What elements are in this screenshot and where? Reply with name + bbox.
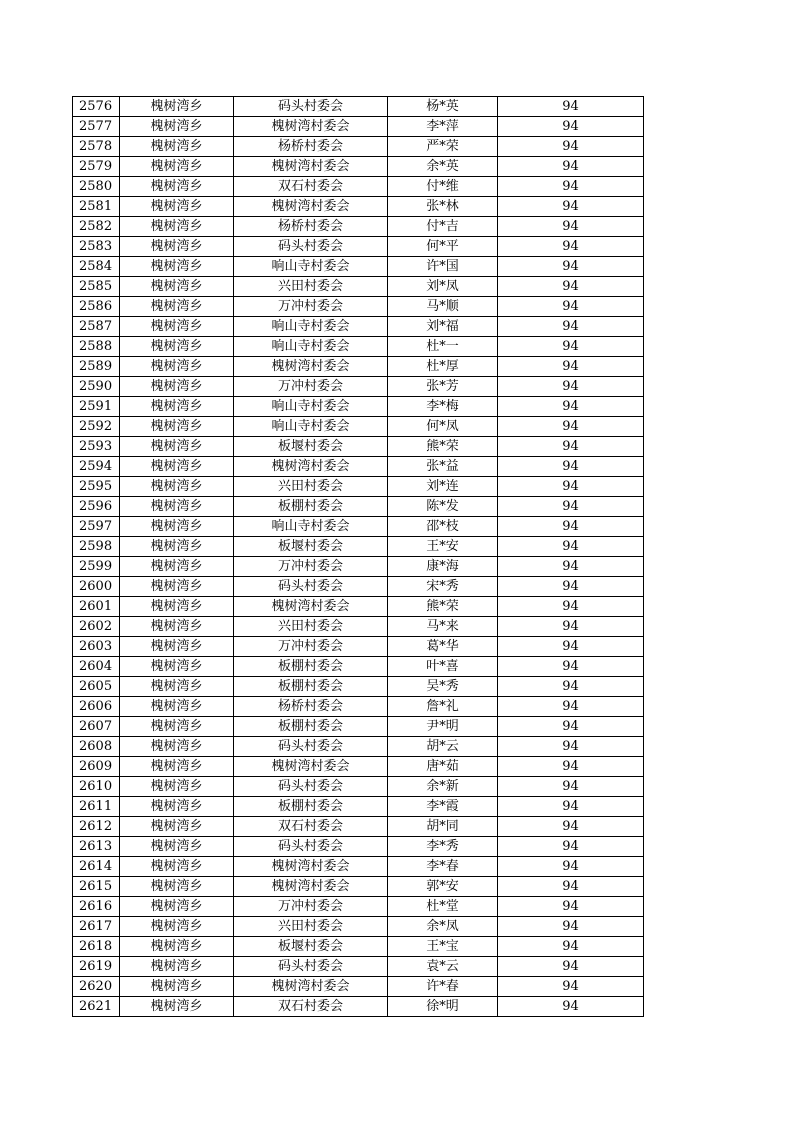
township-cell: 槐树湾乡 — [120, 337, 234, 357]
township-cell: 槐树湾乡 — [120, 797, 234, 817]
person-name-cell: 李*春 — [388, 857, 498, 877]
row-number: 2605 — [73, 677, 120, 697]
row-number: 2602 — [73, 617, 120, 637]
row-number: 2579 — [73, 157, 120, 177]
township-cell: 槐树湾乡 — [120, 477, 234, 497]
value-cell: 94 — [498, 897, 644, 917]
township-cell: 槐树湾乡 — [120, 277, 234, 297]
table-row — [73, 877, 644, 897]
township-cell: 槐树湾乡 — [120, 997, 234, 1017]
row-number: 2610 — [73, 777, 120, 797]
person-name-cell: 张*芳 — [388, 377, 498, 397]
value-cell: 94 — [498, 297, 644, 317]
person-name-cell: 严*荣 — [388, 137, 498, 157]
table-row — [73, 757, 644, 777]
village-committee-cell: 板堰村委会 — [234, 537, 388, 557]
township-cell: 槐树湾乡 — [120, 457, 234, 477]
person-name-cell: 余*新 — [388, 777, 498, 797]
township-cell: 槐树湾乡 — [120, 917, 234, 937]
value-cell: 94 — [498, 337, 644, 357]
value-cell: 94 — [498, 257, 644, 277]
person-name-cell: 杜*堂 — [388, 897, 498, 917]
value-cell: 94 — [498, 957, 644, 977]
township-cell: 槐树湾乡 — [120, 217, 234, 237]
row-number: 2586 — [73, 297, 120, 317]
person-name-cell: 熊*荣 — [388, 437, 498, 457]
table-row — [73, 577, 644, 597]
person-name-cell: 胡*云 — [388, 737, 498, 757]
person-name-cell: 余*英 — [388, 157, 498, 177]
table-row — [73, 277, 644, 297]
village-committee-cell: 板棚村委会 — [234, 717, 388, 737]
value-cell: 94 — [498, 997, 644, 1017]
village-committee-cell: 槐树湾村委会 — [234, 757, 388, 777]
person-name-cell: 宋*秀 — [388, 577, 498, 597]
village-committee-cell: 码头村委会 — [234, 97, 388, 117]
value-cell: 94 — [498, 437, 644, 457]
village-committee-cell: 槐树湾村委会 — [234, 597, 388, 617]
person-name-cell: 张*林 — [388, 197, 498, 217]
person-name-cell: 陈*发 — [388, 497, 498, 517]
person-name-cell: 唐*茹 — [388, 757, 498, 777]
table-row — [73, 117, 644, 137]
row-number: 2612 — [73, 817, 120, 837]
table-row — [73, 777, 644, 797]
person-name-cell: 邵*枝 — [388, 517, 498, 537]
table-row — [73, 697, 644, 717]
person-name-cell: 王*安 — [388, 537, 498, 557]
table-row — [73, 377, 644, 397]
value-cell: 94 — [498, 697, 644, 717]
table-row — [73, 857, 644, 877]
village-committee-cell: 杨桥村委会 — [234, 217, 388, 237]
row-number: 2600 — [73, 577, 120, 597]
person-name-cell: 张*益 — [388, 457, 498, 477]
village-committee-cell: 码头村委会 — [234, 957, 388, 977]
value-cell: 94 — [498, 197, 644, 217]
row-number: 2621 — [73, 997, 120, 1017]
person-name-cell: 郭*安 — [388, 877, 498, 897]
value-cell: 94 — [498, 517, 644, 537]
table-row — [73, 597, 644, 617]
village-committee-cell: 双石村委会 — [234, 997, 388, 1017]
table-row — [73, 357, 644, 377]
row-number: 2617 — [73, 917, 120, 937]
row-number: 2601 — [73, 597, 120, 617]
person-name-cell: 叶*喜 — [388, 657, 498, 677]
person-name-cell: 李*梅 — [388, 397, 498, 417]
row-number: 2591 — [73, 397, 120, 417]
person-name-cell: 何*平 — [388, 237, 498, 257]
township-cell: 槐树湾乡 — [120, 857, 234, 877]
village-committee-cell: 万冲村委会 — [234, 557, 388, 577]
village-committee-cell: 板堰村委会 — [234, 937, 388, 957]
township-cell: 槐树湾乡 — [120, 317, 234, 337]
township-cell: 槐树湾乡 — [120, 117, 234, 137]
village-committee-cell: 码头村委会 — [234, 737, 388, 757]
village-committee-cell: 杨桥村委会 — [234, 697, 388, 717]
row-number: 2604 — [73, 657, 120, 677]
village-committee-cell: 槐树湾村委会 — [234, 877, 388, 897]
township-cell: 槐树湾乡 — [120, 837, 234, 857]
person-name-cell: 付*吉 — [388, 217, 498, 237]
value-cell: 94 — [498, 817, 644, 837]
village-committee-cell: 响山寺村委会 — [234, 337, 388, 357]
value-cell: 94 — [498, 217, 644, 237]
township-cell: 槐树湾乡 — [120, 637, 234, 657]
person-name-cell: 胡*同 — [388, 817, 498, 837]
person-name-cell: 许*春 — [388, 977, 498, 997]
table-row — [73, 937, 644, 957]
value-cell: 94 — [498, 137, 644, 157]
row-number: 2582 — [73, 217, 120, 237]
row-number: 2619 — [73, 957, 120, 977]
row-number: 2613 — [73, 837, 120, 857]
table-row — [73, 537, 644, 557]
row-number: 2580 — [73, 177, 120, 197]
village-committee-cell: 槐树湾村委会 — [234, 117, 388, 137]
village-committee-cell: 板堰村委会 — [234, 437, 388, 457]
row-number: 2615 — [73, 877, 120, 897]
value-cell: 94 — [498, 357, 644, 377]
table-row — [73, 817, 644, 837]
row-number: 2606 — [73, 697, 120, 717]
township-cell: 槐树湾乡 — [120, 897, 234, 917]
table-row — [73, 997, 644, 1017]
person-name-cell: 葛*华 — [388, 637, 498, 657]
township-cell: 槐树湾乡 — [120, 497, 234, 517]
table-row — [73, 217, 644, 237]
value-cell: 94 — [498, 637, 644, 657]
village-committee-cell: 万冲村委会 — [234, 377, 388, 397]
person-name-cell: 杜*一 — [388, 337, 498, 357]
person-name-cell: 杜*厚 — [388, 357, 498, 377]
row-number: 2593 — [73, 437, 120, 457]
value-cell: 94 — [498, 157, 644, 177]
person-name-cell: 马*顺 — [388, 297, 498, 317]
row-number: 2596 — [73, 497, 120, 517]
township-cell: 槐树湾乡 — [120, 937, 234, 957]
row-number: 2578 — [73, 137, 120, 157]
table-row — [73, 397, 644, 417]
row-number: 2583 — [73, 237, 120, 257]
person-name-cell: 康*海 — [388, 557, 498, 577]
row-number: 2611 — [73, 797, 120, 817]
table-row — [73, 197, 644, 217]
village-committee-cell: 响山寺村委会 — [234, 317, 388, 337]
table-row — [73, 237, 644, 257]
roster-table — [72, 96, 644, 1017]
person-name-cell: 杨*英 — [388, 97, 498, 117]
value-cell: 94 — [498, 777, 644, 797]
table-row — [73, 617, 644, 637]
row-number: 2620 — [73, 977, 120, 997]
row-number: 2588 — [73, 337, 120, 357]
township-cell: 槐树湾乡 — [120, 577, 234, 597]
township-cell: 槐树湾乡 — [120, 877, 234, 897]
row-number: 2585 — [73, 277, 120, 297]
village-committee-cell: 槐树湾村委会 — [234, 157, 388, 177]
township-cell: 槐树湾乡 — [120, 517, 234, 537]
person-name-cell: 马*来 — [388, 617, 498, 637]
roster-body — [73, 97, 644, 1017]
table-row — [73, 177, 644, 197]
person-name-cell: 李*霞 — [388, 797, 498, 817]
row-number: 2577 — [73, 117, 120, 137]
table-row — [73, 557, 644, 577]
table-row — [73, 677, 644, 697]
value-cell: 94 — [498, 977, 644, 997]
row-number: 2584 — [73, 257, 120, 277]
row-number: 2592 — [73, 417, 120, 437]
person-name-cell: 詹*礼 — [388, 697, 498, 717]
township-cell: 槐树湾乡 — [120, 137, 234, 157]
township-cell: 槐树湾乡 — [120, 717, 234, 737]
township-cell: 槐树湾乡 — [120, 597, 234, 617]
value-cell: 94 — [498, 417, 644, 437]
village-committee-cell: 双石村委会 — [234, 817, 388, 837]
village-committee-cell: 兴田村委会 — [234, 917, 388, 937]
value-cell: 94 — [498, 477, 644, 497]
village-committee-cell: 响山寺村委会 — [234, 397, 388, 417]
value-cell: 94 — [498, 537, 644, 557]
village-committee-cell: 码头村委会 — [234, 577, 388, 597]
value-cell: 94 — [498, 757, 644, 777]
village-committee-cell: 万冲村委会 — [234, 897, 388, 917]
value-cell: 94 — [498, 397, 644, 417]
value-cell: 94 — [498, 117, 644, 137]
village-committee-cell: 响山寺村委会 — [234, 417, 388, 437]
village-committee-cell: 槐树湾村委会 — [234, 857, 388, 877]
person-name-cell: 刘*连 — [388, 477, 498, 497]
table-row — [73, 457, 644, 477]
value-cell: 94 — [498, 937, 644, 957]
row-number: 2607 — [73, 717, 120, 737]
table-row — [73, 477, 644, 497]
township-cell: 槐树湾乡 — [120, 677, 234, 697]
table-row — [73, 897, 644, 917]
table-row — [73, 957, 644, 977]
village-committee-cell: 杨桥村委会 — [234, 137, 388, 157]
village-committee-cell: 兴田村委会 — [234, 277, 388, 297]
value-cell: 94 — [498, 317, 644, 337]
village-committee-cell: 万冲村委会 — [234, 637, 388, 657]
village-committee-cell: 槐树湾村委会 — [234, 197, 388, 217]
township-cell: 槐树湾乡 — [120, 97, 234, 117]
village-committee-cell: 码头村委会 — [234, 777, 388, 797]
table-row — [73, 737, 644, 757]
village-committee-cell: 板棚村委会 — [234, 497, 388, 517]
township-cell: 槐树湾乡 — [120, 437, 234, 457]
village-committee-cell: 兴田村委会 — [234, 617, 388, 637]
village-committee-cell: 双石村委会 — [234, 177, 388, 197]
value-cell: 94 — [498, 497, 644, 517]
township-cell: 槐树湾乡 — [120, 757, 234, 777]
value-cell: 94 — [498, 677, 644, 697]
village-committee-cell: 槐树湾村委会 — [234, 977, 388, 997]
table-row — [73, 637, 644, 657]
person-name-cell: 何*凤 — [388, 417, 498, 437]
township-cell: 槐树湾乡 — [120, 397, 234, 417]
table-row — [73, 977, 644, 997]
value-cell: 94 — [498, 857, 644, 877]
table-row — [73, 417, 644, 437]
village-committee-cell: 响山寺村委会 — [234, 257, 388, 277]
township-cell: 槐树湾乡 — [120, 197, 234, 217]
township-cell: 槐树湾乡 — [120, 977, 234, 997]
table-row — [73, 657, 644, 677]
village-committee-cell: 板棚村委会 — [234, 797, 388, 817]
value-cell: 94 — [498, 577, 644, 597]
table-row — [73, 517, 644, 537]
row-number: 2608 — [73, 737, 120, 757]
row-number: 2599 — [73, 557, 120, 577]
village-committee-cell: 万冲村委会 — [234, 297, 388, 317]
village-committee-cell: 响山寺村委会 — [234, 517, 388, 537]
table-row — [73, 437, 644, 457]
township-cell: 槐树湾乡 — [120, 377, 234, 397]
person-name-cell: 李*秀 — [388, 837, 498, 857]
township-cell: 槐树湾乡 — [120, 657, 234, 677]
village-committee-cell: 兴田村委会 — [234, 477, 388, 497]
row-number: 2598 — [73, 537, 120, 557]
row-number: 2589 — [73, 357, 120, 377]
person-name-cell: 许*国 — [388, 257, 498, 277]
table-row — [73, 837, 644, 857]
value-cell: 94 — [498, 797, 644, 817]
township-cell: 槐树湾乡 — [120, 557, 234, 577]
table-row — [73, 97, 644, 117]
value-cell: 94 — [498, 837, 644, 857]
table-row — [73, 337, 644, 357]
person-name-cell: 吴*秀 — [388, 677, 498, 697]
row-number: 2614 — [73, 857, 120, 877]
value-cell: 94 — [498, 457, 644, 477]
township-cell: 槐树湾乡 — [120, 817, 234, 837]
row-number: 2590 — [73, 377, 120, 397]
value-cell: 94 — [498, 277, 644, 297]
value-cell: 94 — [498, 717, 644, 737]
table-row — [73, 797, 644, 817]
person-name-cell: 刘*福 — [388, 317, 498, 337]
township-cell: 槐树湾乡 — [120, 697, 234, 717]
person-name-cell: 付*维 — [388, 177, 498, 197]
row-number: 2595 — [73, 477, 120, 497]
value-cell: 94 — [498, 617, 644, 637]
person-name-cell: 李*萍 — [388, 117, 498, 137]
table-row — [73, 917, 644, 937]
row-number: 2581 — [73, 197, 120, 217]
row-number: 2609 — [73, 757, 120, 777]
township-cell: 槐树湾乡 — [120, 257, 234, 277]
value-cell: 94 — [498, 177, 644, 197]
village-committee-cell: 槐树湾村委会 — [234, 457, 388, 477]
table-row — [73, 297, 644, 317]
township-cell: 槐树湾乡 — [120, 617, 234, 637]
row-number: 2603 — [73, 637, 120, 657]
value-cell: 94 — [498, 597, 644, 617]
person-name-cell: 刘*凤 — [388, 277, 498, 297]
person-name-cell: 熊*荣 — [388, 597, 498, 617]
table-row — [73, 717, 644, 737]
value-cell: 94 — [498, 917, 644, 937]
township-cell: 槐树湾乡 — [120, 417, 234, 437]
value-cell: 94 — [498, 657, 644, 677]
township-cell: 槐树湾乡 — [120, 177, 234, 197]
row-number: 2616 — [73, 897, 120, 917]
table-row — [73, 137, 644, 157]
table-row — [73, 497, 644, 517]
person-name-cell: 王*宝 — [388, 937, 498, 957]
value-cell: 94 — [498, 377, 644, 397]
village-committee-cell: 槐树湾村委会 — [234, 357, 388, 377]
village-committee-cell: 板棚村委会 — [234, 677, 388, 697]
township-cell: 槐树湾乡 — [120, 777, 234, 797]
township-cell: 槐树湾乡 — [120, 237, 234, 257]
row-number: 2576 — [73, 97, 120, 117]
value-cell: 94 — [498, 557, 644, 577]
township-cell: 槐树湾乡 — [120, 737, 234, 757]
township-cell: 槐树湾乡 — [120, 957, 234, 977]
row-number: 2587 — [73, 317, 120, 337]
row-number: 2618 — [73, 937, 120, 957]
row-number: 2597 — [73, 517, 120, 537]
person-name-cell: 余*凤 — [388, 917, 498, 937]
village-committee-cell: 码头村委会 — [234, 837, 388, 857]
value-cell: 94 — [498, 237, 644, 257]
table-row — [73, 317, 644, 337]
value-cell: 94 — [498, 97, 644, 117]
village-committee-cell: 码头村委会 — [234, 237, 388, 257]
township-cell: 槐树湾乡 — [120, 357, 234, 377]
row-number: 2594 — [73, 457, 120, 477]
person-name-cell: 尹*明 — [388, 717, 498, 737]
value-cell: 94 — [498, 737, 644, 757]
table-row — [73, 157, 644, 177]
township-cell: 槐树湾乡 — [120, 297, 234, 317]
person-name-cell: 徐*明 — [388, 997, 498, 1017]
township-cell: 槐树湾乡 — [120, 537, 234, 557]
table-row — [73, 257, 644, 277]
person-name-cell: 袁*云 — [388, 957, 498, 977]
village-committee-cell: 板棚村委会 — [234, 657, 388, 677]
township-cell: 槐树湾乡 — [120, 157, 234, 177]
value-cell: 94 — [498, 877, 644, 897]
